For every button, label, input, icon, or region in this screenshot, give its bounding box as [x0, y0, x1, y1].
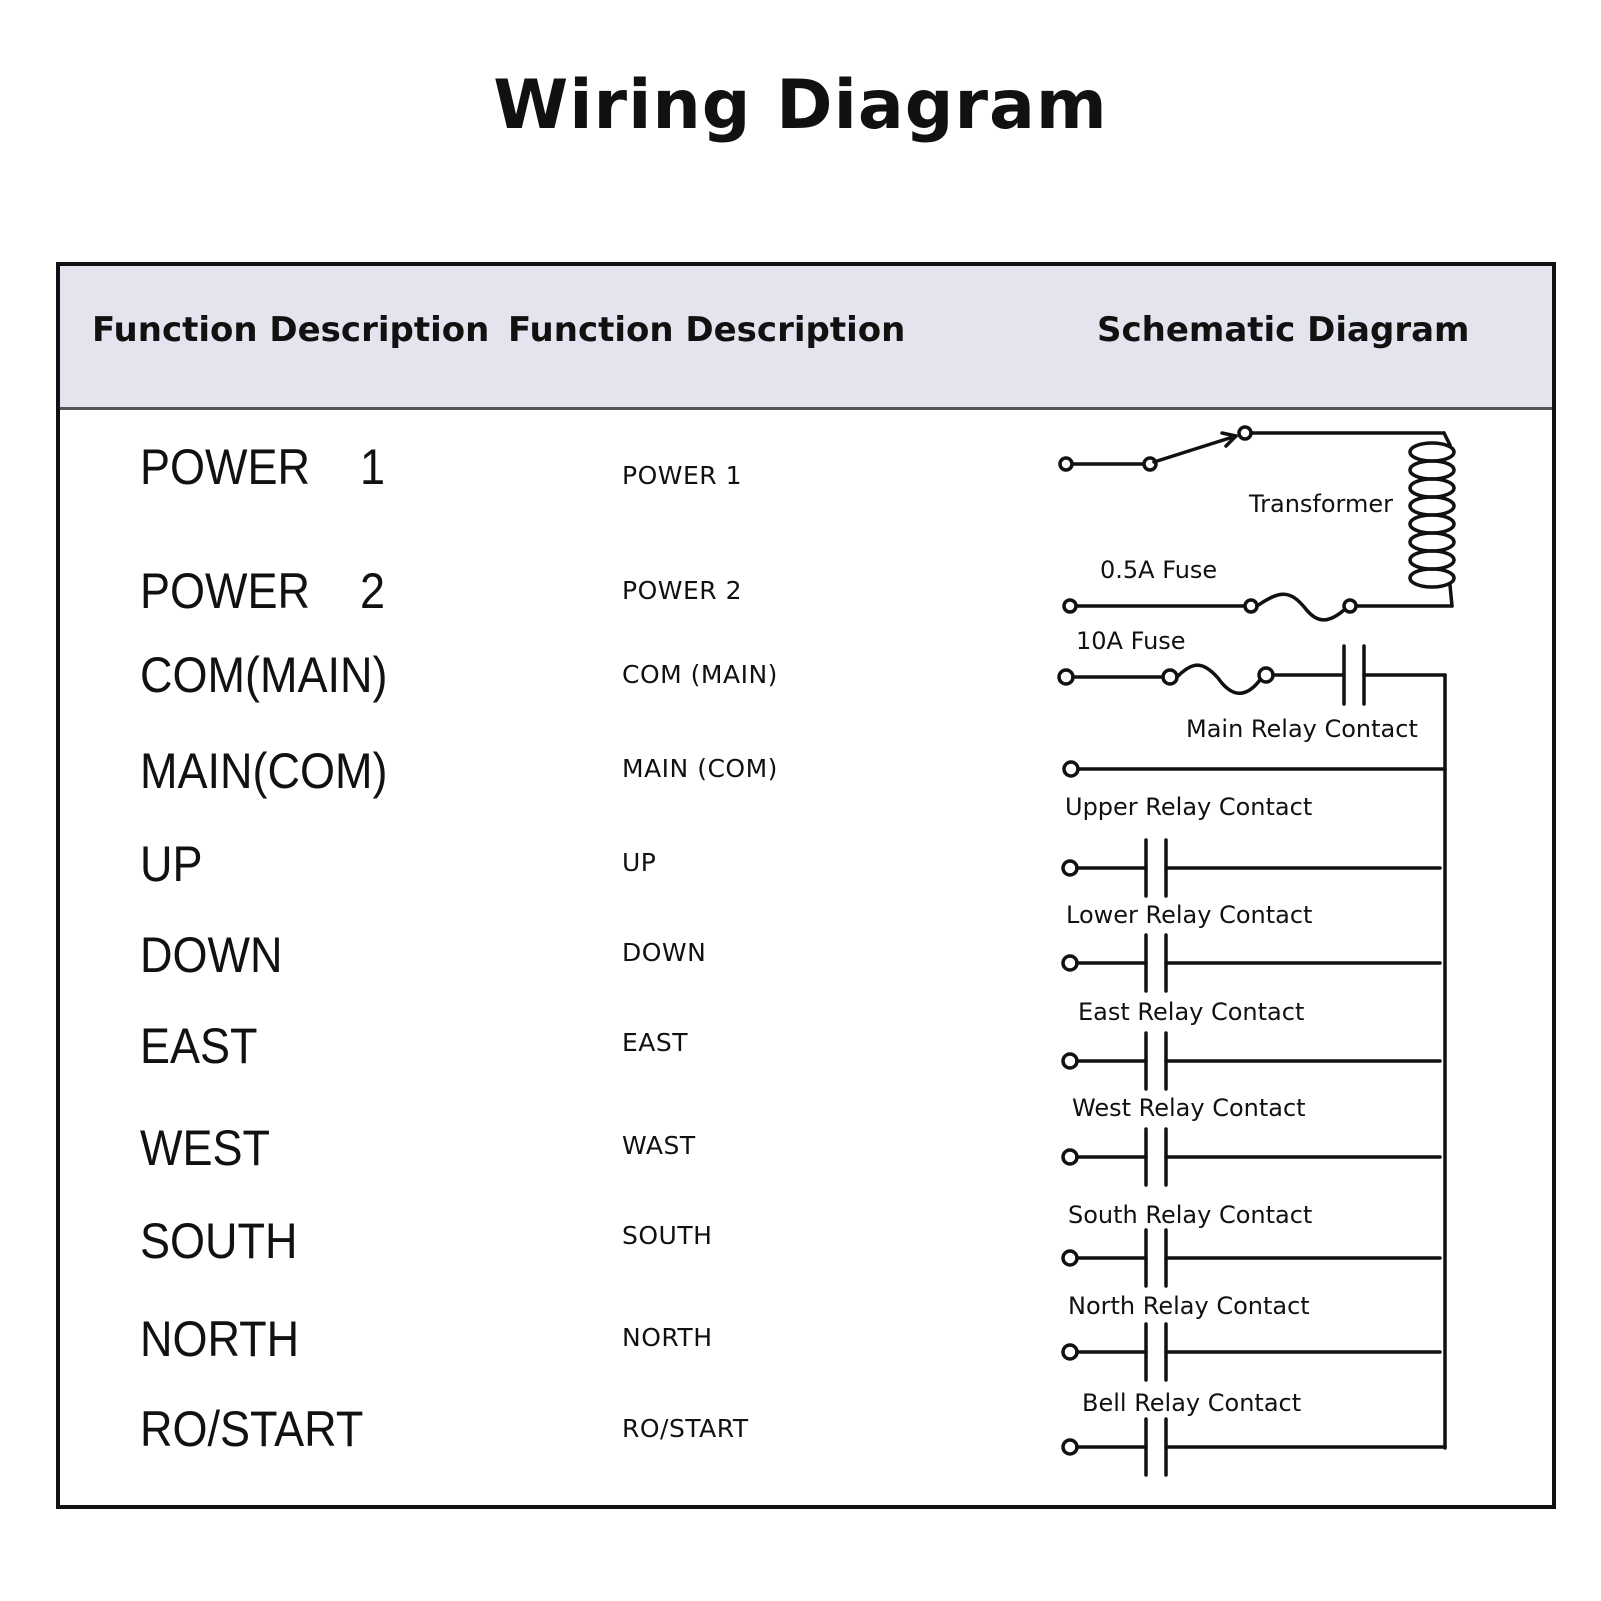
relay-contact-west: [1063, 1129, 1440, 1185]
small-label-south: SOUTH: [622, 1221, 713, 1250]
label-lower-relay-contact: Lower Relay Contact: [1066, 901, 1313, 929]
label-bell-relay-contact: Bell Relay Contact: [1082, 1389, 1302, 1417]
small-label-power-1: POWER 1: [622, 461, 742, 490]
label-east-relay-contact: East Relay Contact: [1078, 998, 1305, 1026]
small-label-ro-start: RO/START: [622, 1414, 749, 1443]
small-label-com-main: COM (MAIN): [622, 660, 778, 689]
big-label-ro-start: RO/START: [140, 1401, 364, 1457]
label-south-relay-contact: South Relay Contact: [1068, 1201, 1313, 1229]
big-label-up: UP: [140, 836, 203, 892]
label-main-relay-contact: Main Relay Contact: [1186, 715, 1418, 743]
fuse-0-5a: [1064, 594, 1452, 620]
label-fuse-0-5a: 0.5A Fuse: [1100, 556, 1218, 584]
relay-contact-bell: [1063, 1419, 1445, 1475]
big-label-south: SOUTH: [140, 1213, 298, 1269]
small-label-north: NORTH: [622, 1323, 713, 1352]
big-label-power-2: POWER 2: [140, 563, 386, 619]
label-west-relay-contact: West Relay Contact: [1072, 1094, 1306, 1122]
small-label-east: EAST: [622, 1028, 689, 1057]
label-transformer: Transformer: [1249, 490, 1394, 518]
page-title: Wiring Diagram: [493, 66, 1108, 145]
small-label-power-2: POWER 2: [622, 576, 742, 605]
main-com-wire: [1064, 762, 1445, 776]
small-label-up: UP: [622, 848, 657, 877]
fuse-10a: [1059, 665, 1344, 693]
header-function-description-2: Function Description: [508, 310, 906, 350]
big-label-main-com: MAIN(COM): [140, 743, 388, 799]
main-relay-contact: [1344, 646, 1445, 704]
big-label-east: EAST: [140, 1018, 258, 1074]
relay-contact-south: [1063, 1230, 1440, 1286]
small-label-main-com: MAIN (COM): [622, 754, 778, 783]
big-label-com-main: COM(MAIN): [140, 647, 388, 703]
relay-contact-east: [1063, 1033, 1440, 1089]
label-north-relay-contact: North Relay Contact: [1068, 1292, 1310, 1320]
big-label-north: NORTH: [140, 1311, 300, 1367]
small-label-down: DOWN: [622, 938, 707, 967]
header-function-description-1: Function Description: [92, 310, 490, 350]
big-label-west: WEST: [140, 1120, 270, 1176]
transformer-coil: [1410, 433, 1454, 606]
label-fuse-10a: 10A Fuse: [1076, 627, 1186, 655]
label-upper-relay-contact: Upper Relay Contact: [1065, 793, 1313, 821]
relay-contact-north: [1063, 1324, 1440, 1380]
relay-contact-up: [1063, 840, 1440, 896]
small-label-wast: WAST: [622, 1131, 696, 1160]
power-switch: [1060, 427, 1444, 470]
header-schematic-diagram: Schematic Diagram: [1097, 310, 1470, 350]
big-label-down: DOWN: [140, 927, 283, 983]
relay-contact-down: [1063, 935, 1440, 991]
big-label-power-1: POWER 1: [140, 439, 386, 495]
